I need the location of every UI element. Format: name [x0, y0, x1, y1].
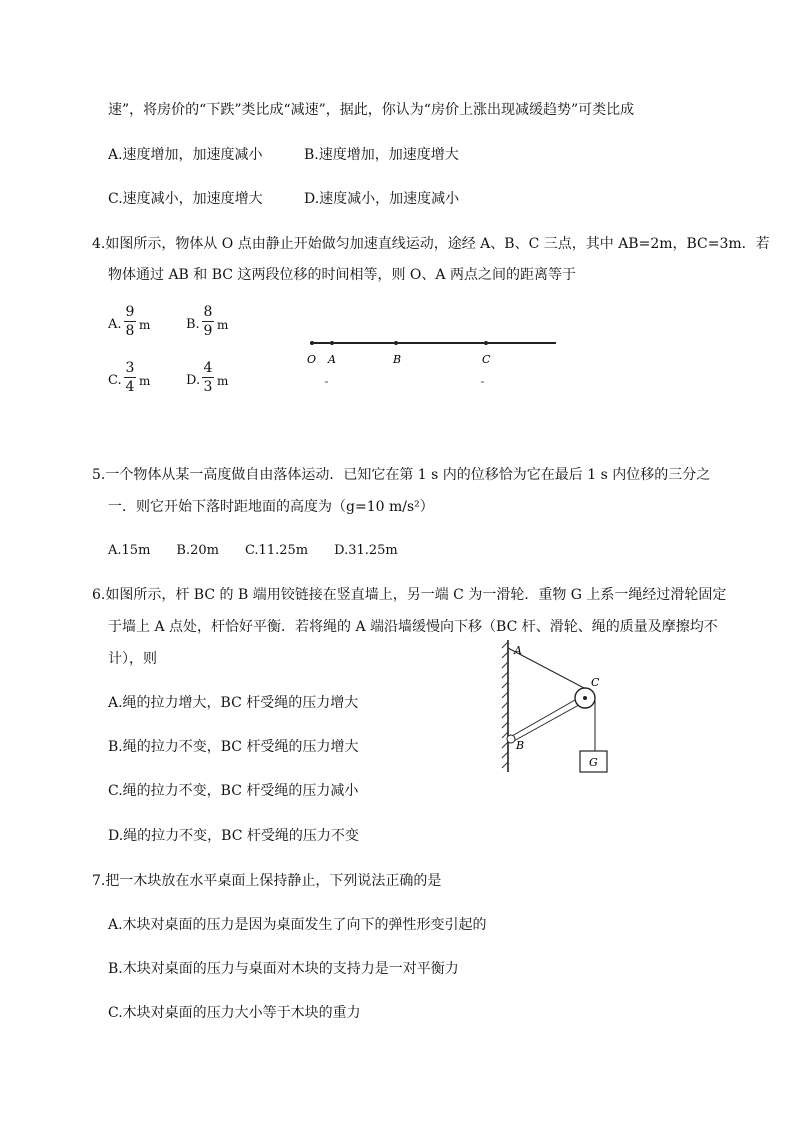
q4-option-b-denominator: 9 [203, 323, 213, 339]
point-o [310, 341, 314, 345]
q3-option-c: C.速度减小，加速度增大 [108, 191, 263, 207]
wall-hatching [502, 642, 508, 768]
q4-option-b-label: B. [186, 317, 200, 332]
q3-option-d: D.速度减小，加速度减小 [304, 191, 460, 207]
hinge-b [507, 735, 515, 743]
q6-stem-line-3: 计），则 [108, 651, 157, 667]
q3-option-a: A.速度增加，加速度减小 [108, 147, 263, 163]
q4-option-c-numerator: 3 [125, 360, 135, 376]
label-c: C [482, 353, 491, 366]
q4-option-b-numerator: 8 [203, 304, 213, 320]
label-b: B [393, 353, 402, 366]
q4-option-c-fraction [124, 360, 136, 395]
q6-pulley-diagram [494, 636, 614, 776]
pulley-axle [583, 696, 587, 700]
q5-stem-line-1: 5.一个物体从某一高度做自由落体运动．已知它在第 1 s 内的位移恰为它在最后 1 s 内位移的三分之 [92, 467, 711, 483]
q6-option-a: A.绳的拉力增大，BC 杆受绳的压力增大 [108, 695, 359, 711]
q4-option-d-denominator: 3 [203, 379, 213, 395]
q6-stem-line-1: 6.如图所示，杆 BC 的 B 端用铰链接在竖直墙上，另一端 C 为一滑轮．重物 G 上系一绳经过滑轮固定 [92, 587, 727, 603]
q4-line-diagram [300, 330, 562, 390]
label-o: O [307, 353, 317, 366]
q4-option-c-denominator: 4 [125, 379, 135, 395]
q4-option-d-unit: m [217, 374, 229, 388]
q4-option-b-unit: m [217, 318, 229, 332]
label-c: C [591, 676, 600, 689]
q7-stem: 7.把一木块放在水平桌面上保持静止，下列说法正确的是 [92, 873, 442, 889]
q4-option-d-numerator: 4 [203, 360, 213, 376]
q4-option-c-label: C. [108, 373, 122, 388]
q3-stem-continued: 速”，将房价的“下跌”类比成“减速”，据此，你认为“房价上涨出现减缓趋势”可类比成 [108, 102, 635, 118]
q4-option-d-fraction [202, 360, 214, 395]
label-a: A [514, 644, 522, 657]
q5-stem-line-2: 一．则它开始下落时距地面的高度为（g=10 m/s²） [108, 499, 434, 515]
q4-option-c-unit: m [139, 374, 151, 388]
q4-option-a-fraction [124, 304, 136, 339]
q4-option-d-label: D. [186, 373, 201, 388]
label-g: G [589, 756, 598, 769]
q4-option-a-denominator: 8 [125, 323, 135, 339]
q4-option-a-unit: m [139, 318, 151, 332]
rod-bc-edge-1 [512, 696, 582, 736]
q6-option-d: D.绳的拉力不变，BC 杆受绳的压力不变 [108, 828, 359, 844]
q4-option-a-numerator: 9 [125, 304, 135, 320]
point-b [394, 341, 398, 345]
rod-bc-edge-2 [512, 701, 586, 742]
q5-options: A.15m B.20m C.11.25m D.31.25m [108, 543, 398, 558]
q7-option-b: B.木块对桌面的压力与桌面对木块的支持力是一对平衡力 [108, 961, 459, 977]
point-c [484, 341, 488, 345]
q4-stem-line-1: 4.如图所示，物体从 O 点由静止开始做匀加速直线运动，途经 A、B、C 三点，其中 AB=2m，BC=3m．若 [92, 236, 770, 252]
q4-option-a-label: A. [108, 317, 122, 332]
q4-stem-line-2: 物体通过 AB 和 BC 这两段位移的时间相等，则 O、A 两点之间的距离等于 [108, 267, 576, 283]
q7-option-c: C.木块对桌面的压力大小等于木块的重力 [108, 1005, 361, 1021]
q6-stem-line-2: 于墙上 A 点处，杆恰好平衡．若将绳的 A 端沿墙缓慢向下移（BC 杆、滑轮、绳的质量及摩擦均不 [108, 619, 718, 635]
label-b: B [516, 739, 525, 752]
q4-option-b-fraction [202, 304, 214, 339]
point-a [330, 341, 334, 345]
q6-option-b: B.绳的拉力不变，BC 杆受绳的压力增大 [108, 739, 359, 755]
label-a: A [328, 353, 336, 366]
q6-option-c: C.绳的拉力不变，BC 杆受绳的压力减小 [108, 783, 359, 799]
q3-option-b: B.速度增加，加速度增大 [304, 147, 459, 163]
q7-option-a: A.木块对桌面的压力是因为桌面发生了向下的弹性形变引起的 [108, 917, 487, 933]
